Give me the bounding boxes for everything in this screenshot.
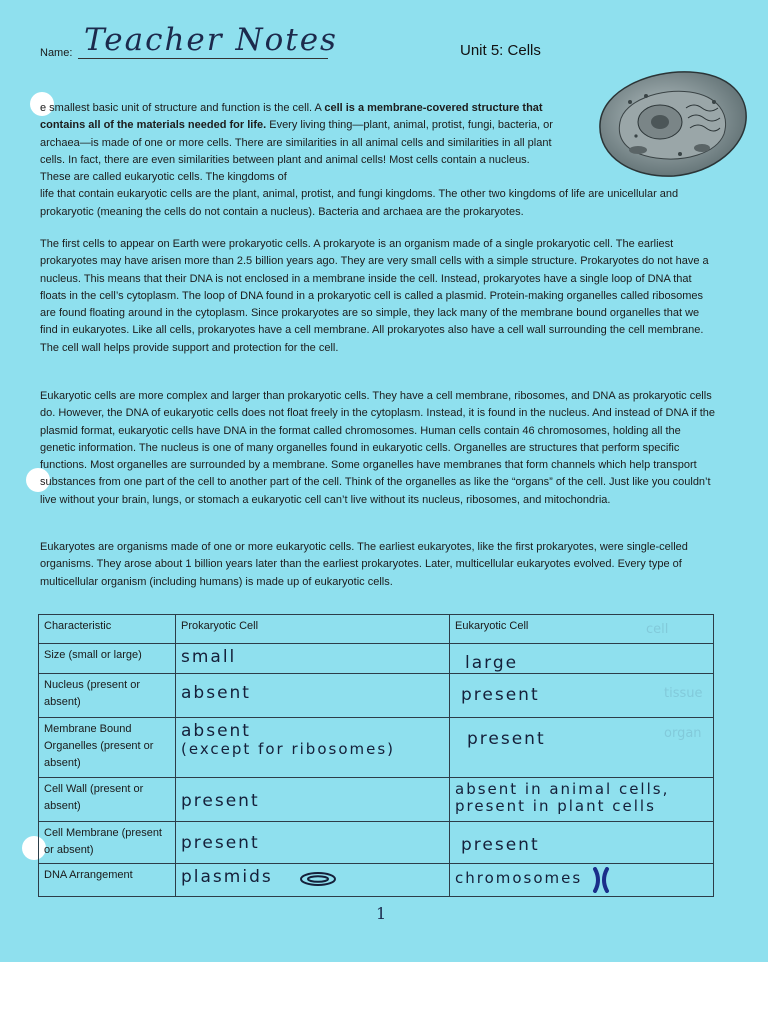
answer-cell [176, 778, 450, 822]
cell-definition: cell is a membrane-covered structure that contains all of the materials needed for life. [40, 102, 543, 132]
column-header: Prokaryotic Cell [176, 615, 450, 644]
row-label: Cell Wall (present or absent) [39, 778, 176, 822]
intro-paragraph: e smallest basic unit of structure and function is the cell. A cell is a membrane-covered structure that contains all of the materials needed for life. Every living thing—plant, animal, protist, fungi, bacteria, or archaea—is made of one or more cells. There are similarities in all animal cells and similarities in all plant cells. In fact, there are even similarities between plant and animal cells! Most cells contain a nucleus. These are called eukaryotic cells. The kingdoms of life that contain eukaryotic cells are the plant, animal, protist, and fungi kingdoms. The other two kingdoms of life are unicellular and prokaryotic (meaning the cells do not contain a nucleus). Bacteria and archaea are the prokaryotes. [40, 102, 679, 218]
table-row [39, 674, 714, 718]
comparison-table [38, 614, 714, 897]
handwritten-answer: absent [181, 683, 251, 703]
answer-cell [176, 864, 450, 897]
eukaryote-organisms-paragraph: Eukaryotes are organisms made of one or more eukaryotic cells. The earliest eukaryotes, like the first prokaryotes, were single-celled organisms. They arose about 1 billion years later than the earliest prokaryotes. Later, multicellular eukaryotes evolved. Every type of multicellular organism (including humans) is made up of eukaryotic cells. [40, 541, 688, 588]
prokaryote-paragraph: The first cells to appear on Earth were prokaryotic cells. A prokaryote is an organism made of a single prokaryotic cell. The earliest prokaryotes may have arisen more than 2.5 billion years ago. They are very small cells with a simple structure. Prokaryotes do not have a nucleus. This means that their DNA is not enclosed in a membrane inside the cell. Instead, prokaryotes have a single loop of DNA that floats in the cell’s cytoplasm. The loop of DNA found in a prokaryotic cell is called a plasmid. Protein-making organelles called ribosomes are found floating around in the cytoplasm. Since prokaryotes are so simple, they lack many of the membrane bound organelles that we find in eukaryotes. Like all cells, prokaryotes have a cell membrane. All prokaryotes also have a cell wall surrounding the cell membrane. The cell wall helps provide support and protection for the cell. [40, 238, 709, 354]
table-row [39, 778, 714, 822]
table-row [39, 718, 714, 778]
bleed-through-mark: cell [646, 622, 669, 637]
column-header: Characteristic [39, 615, 176, 644]
table-header-row [39, 615, 714, 644]
page-number: 1 [376, 904, 387, 923]
eukaryote-paragraph: Eukaryotic cells are more complex and larger than prokaryotic cells. They have a cell membrane, ribosomes, and DNA as prokaryotic cells do. However, the DNA of eukaryotic cells does not float freely in the cytoplasm. Instead, it is found in the nucleus. And instead of DNA if the plasmid format, eukaryotic cells have DNA in the format called chromosomes. Human cells contain 46 chromosomes, holding all the genetic information. The nucleus is one of many organelles found in eukaryotic cells. Organelles are structures that perform specific functions. Most organelles are surrounded by a membrane. Some organelles have membranes that form channels which help transport substances from one part of the cell to another part of the cell. Think of the organelles as like the “organs” of the cell. Just like you couldn’t live without your brain, lungs, or stomach a eukaryotic cell can’t live without its nucleus, ribosomes, and mitochondria. [40, 390, 716, 506]
answer-cell [450, 864, 714, 897]
handwritten-answer: chromosomes [455, 868, 583, 887]
student-name: Teacher Notes [84, 22, 338, 58]
row-label: Membrane Bound Organelles (present or absent) [39, 718, 176, 778]
handwritten-answer: present in plant cells [455, 797, 656, 815]
answer-cell [450, 644, 714, 674]
answer-cell [176, 644, 450, 674]
bleed-through-mark: tissue [664, 686, 703, 701]
answer-cell [450, 822, 714, 864]
row-label: Size (small or large) [39, 644, 176, 674]
answer-cell [450, 674, 714, 718]
handwritten-answer: present [461, 685, 540, 705]
handwritten-note: (except for ribosomes) [181, 740, 396, 758]
row-label: Cell Membrane (present or absent) [39, 822, 176, 864]
table-row [39, 822, 714, 864]
answer-cell [176, 674, 450, 718]
plasmid-loop-icon [298, 870, 338, 888]
bleed-through-mark: organ [664, 726, 702, 741]
answer-cell [450, 778, 714, 822]
row-label: DNA Arrangement [39, 864, 176, 897]
column-header: Eukaryotic Cell [450, 615, 714, 644]
handwritten-answer: large [465, 653, 519, 673]
chromosome-x-icon [591, 867, 611, 893]
handwritten-answer: absent in animal cells, [455, 780, 670, 798]
answer-cell [176, 718, 450, 778]
handwritten-answer: present [181, 791, 260, 811]
handwritten-answer: plasmids [181, 867, 273, 887]
handwritten-answer: present [467, 729, 546, 749]
table-row [39, 864, 714, 897]
name-underline [78, 58, 328, 59]
name-label: Name: [40, 47, 73, 59]
handwritten-answer: present [461, 835, 540, 855]
handwritten-answer: present [181, 833, 260, 853]
answer-cell [176, 822, 450, 864]
row-label: Nucleus (present or absent) [39, 674, 176, 718]
unit-title: Unit 5: Cells [460, 42, 541, 59]
handwritten-answer: absent [181, 721, 251, 741]
table-row [39, 644, 714, 674]
handwritten-answer: small [181, 647, 237, 667]
answer-cell [450, 718, 714, 778]
